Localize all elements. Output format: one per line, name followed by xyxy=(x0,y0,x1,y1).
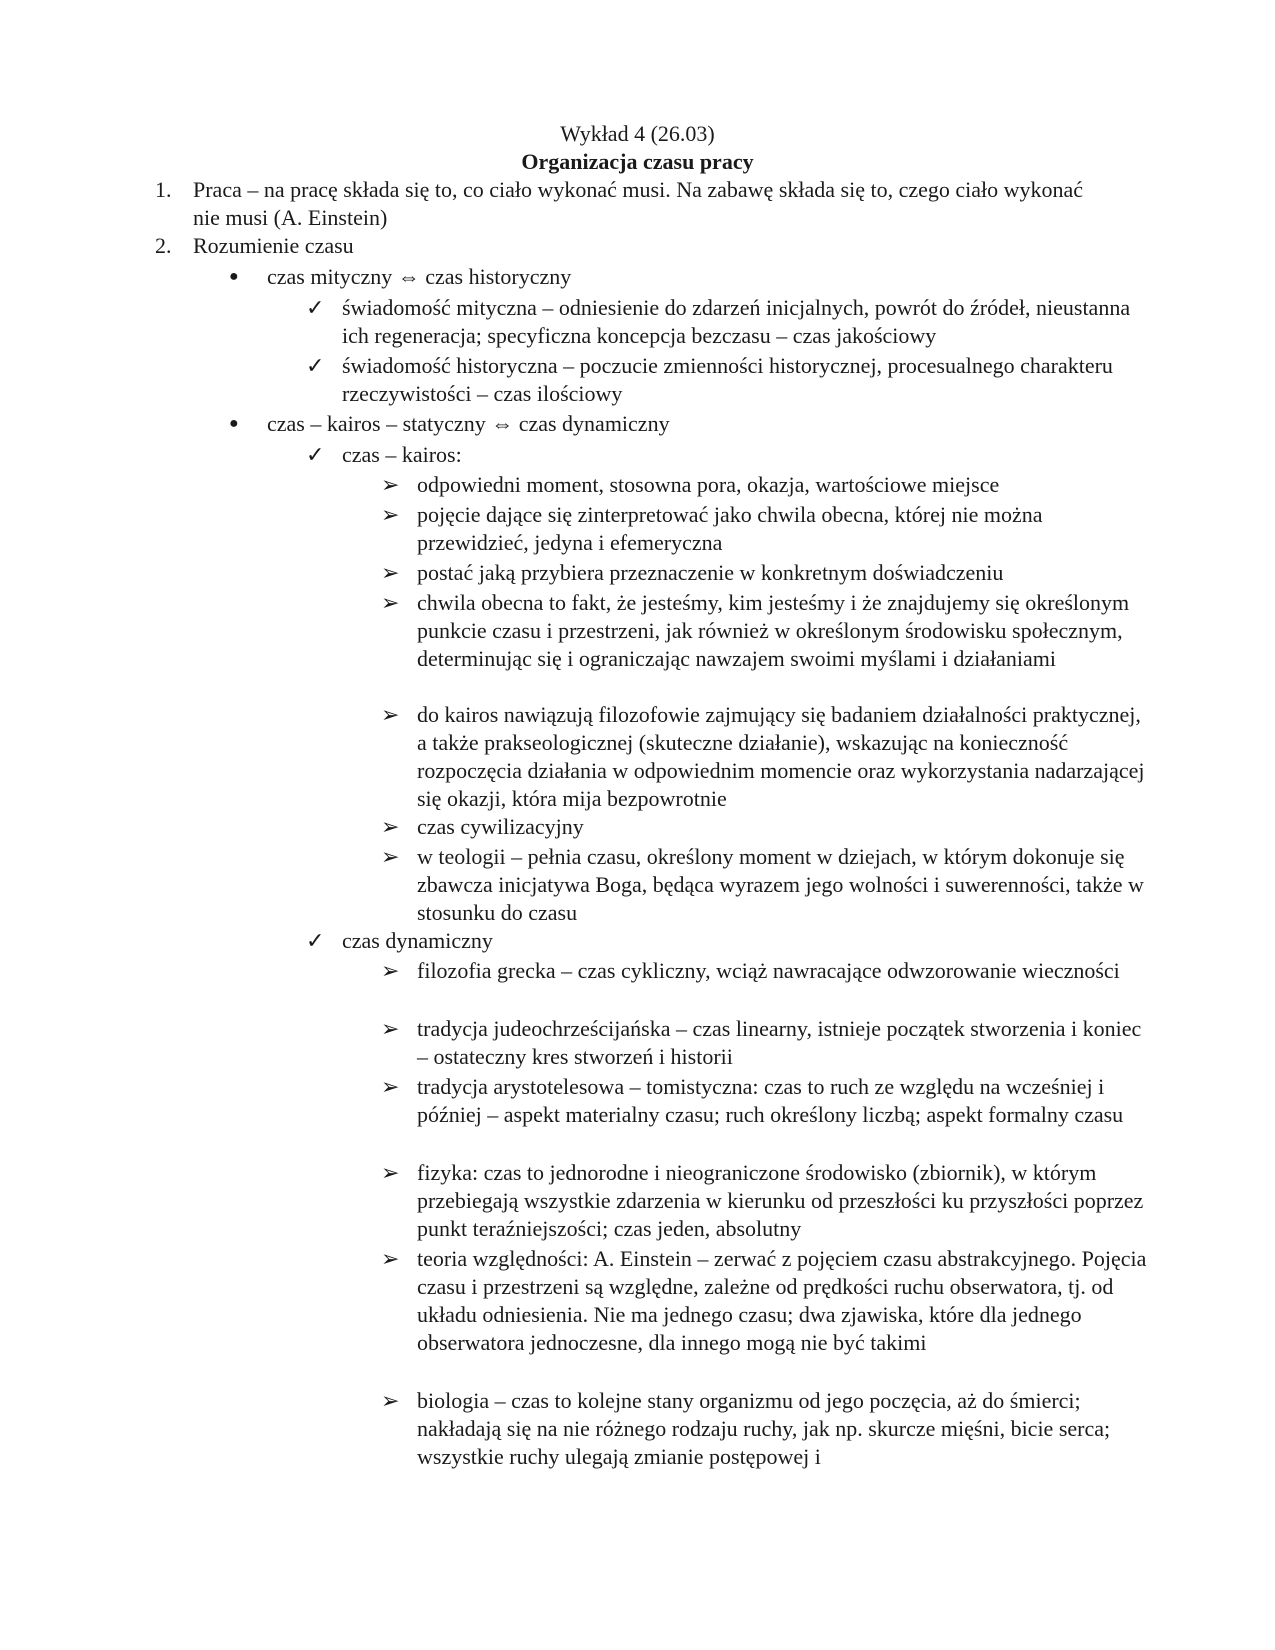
bullet-icon: ● xyxy=(229,268,239,285)
arrow-icon: ➢ xyxy=(381,502,400,527)
arrow-item-6 xyxy=(381,813,1147,841)
arrow-item-3 xyxy=(381,559,1147,587)
item-text: do kairos nawiązują filozofowie zajmujący się badaniem działalności praktycznej, a także prakseologicznej (skuteczne działanie), wskazując na konieczność rozpoczęcia działania w odpowiednim momencie oraz wykorzystania nadarzającej się okazji, która mija bezpowrotnie xyxy=(417,702,1145,811)
item-text: chwila obecna to fakt, że jesteśmy, kim jesteśmy i że znajdujemy się określonym punkcie czasu i przestrzeni, jak również w określonym środowisku społecznym, determinując się i ograniczając nawzajem swoimi myślami i działaniami xyxy=(417,590,1130,671)
arrow-item-13 xyxy=(381,1387,1147,1471)
arrow-icon: ➢ xyxy=(381,1388,400,1413)
item-text: biologia – czas to kolejne stany organizmu od jego poczęcia, aż do śmierci; nakładają się na nie różnego rodzaju ruchy, jak np. skurcze mięśni, bicie serca; wszystkie ruchy ulegają zmianie postępowej i xyxy=(417,1388,1111,1469)
numbered-item-1 xyxy=(155,176,1113,232)
item-text: Rozumienie czasu xyxy=(193,233,354,258)
arrow-icon: ➢ xyxy=(381,1160,400,1185)
arrow-item-9 xyxy=(381,1015,1147,1071)
bullet-item-1 xyxy=(229,263,1107,291)
item-text: tradycja arystotelesowa – tomistyczna: czas to ruch ze względu na wcześniej i później – aspekt materialny czasu; ruch określony liczbą; aspekt formalny czasu xyxy=(417,1074,1124,1127)
checkmark-icon: ✓ xyxy=(306,928,325,953)
arrow-item-11 xyxy=(381,1159,1147,1243)
arrow-icon: ➢ xyxy=(381,814,400,839)
item-text: pojęcie dające się zinterpretować jako chwila obecna, której nie można przewidzieć, jedyna i efemeryczna xyxy=(417,502,1043,555)
item-text: świadomość historyczna – poczucie zmienności historycznej, procesualnego charakteru rzeczywistości – czas ilościowy xyxy=(342,353,1113,406)
number-marker: 1. xyxy=(155,177,172,202)
number-marker: 2. xyxy=(155,233,172,258)
bullet-icon: ● xyxy=(229,415,239,432)
checkmark-icon: ✓ xyxy=(306,295,325,320)
arrow-icon: ➢ xyxy=(381,560,400,585)
checkmark-icon: ✓ xyxy=(306,442,325,467)
arrow-icon: ➢ xyxy=(381,844,400,869)
arrow-item-5 xyxy=(381,701,1147,813)
item-text: czas dynamiczny xyxy=(342,928,493,953)
item-text: filozofia grecka – czas cykliczny, wciąż nawracające odwzorowanie wieczności xyxy=(417,958,1120,983)
arrow-item-12 xyxy=(381,1245,1147,1357)
item-text: świadomość mityczna – odniesienie do zdarzeń inicjalnych, powrót do źródeł, nieustanna ich regeneracja; specyficzna koncepcja bezczasu – czas jakościowy xyxy=(342,295,1131,348)
lecture-heading: Wykład 4 (26.03) xyxy=(560,121,715,146)
arrow-item-7 xyxy=(381,843,1147,927)
arrow-icon: ➢ xyxy=(381,1246,400,1271)
arrow-item-2 xyxy=(381,501,1147,557)
item-text: czas – kairos: xyxy=(342,442,462,467)
check-item-2 xyxy=(306,352,1142,408)
arrow-item-8 xyxy=(381,957,1147,985)
numbered-item-2 xyxy=(155,232,1113,260)
item-text: czas cywilizacyjny xyxy=(417,814,584,839)
document-title: Organizacja czasu pracy xyxy=(521,149,754,174)
item-text: tradycja judeochrześcijańska – czas linearny, istnieje początek stworzenia i koniec – ostateczny kres stworzeń i historii xyxy=(417,1016,1142,1069)
item-text: fizyka: czas to jednorodne i nieograniczone środowisko (zbiornik), w którym przebiegają wszystkie zdarzenia w kierunku od przeszłości ku przyszłości poprzez punkt teraźniejszości; czas jeden, absolutny xyxy=(417,1160,1144,1241)
checkmark-icon: ✓ xyxy=(306,353,325,378)
arrow-item-1 xyxy=(381,471,1147,499)
item-text: Praca – na pracę składa się to, co ciało wykonać musi. Na zabawę składa się to, czego ciało wykonać nie musi (A. Einstein) xyxy=(193,177,1084,230)
item-text: postać jaką przybiera przeznaczenie w konkretnym doświadczeniu xyxy=(417,560,1004,585)
arrow-icon: ➢ xyxy=(381,702,400,727)
arrow-icon: ➢ xyxy=(381,958,400,983)
arrow-icon: ➢ xyxy=(381,1016,400,1041)
item-text: teoria względności: A. Einstein – zerwać z pojęciem czasu abstrakcyjnego. Pojęcia czasu i przestrzeni są względne, zależne od prędkości ruchu obserwatora, tj. od układu odniesienia. Nie ma jednego czasu; dwa zjawiska, które dla jednego obserwatora jednoczesne, dla innego mogą nie być takimi xyxy=(417,1246,1147,1355)
check-item-4 xyxy=(306,927,1142,955)
item-text: czas mityczny ⇔ czas historyczny xyxy=(267,264,572,289)
bullet-item-2 xyxy=(229,410,1107,438)
arrow-icon: ➢ xyxy=(381,590,400,615)
arrow-item-4 xyxy=(381,589,1147,673)
arrow-icon: ➢ xyxy=(381,472,400,497)
arrow-icon: ➢ xyxy=(381,1074,400,1099)
check-item-1 xyxy=(306,294,1142,350)
check-item-3 xyxy=(306,441,1142,469)
item-text: odpowiedni moment, stosowna pora, okazja, wartościowe miejsce xyxy=(417,472,1000,497)
arrow-item-10 xyxy=(381,1073,1147,1129)
item-text: czas – kairos – statyczny ⇔ czas dynamiczny xyxy=(267,411,670,436)
item-text: w teologii – pełnia czasu, określony moment w dziejach, w którym dokonuje się zbawcza inicjatywa Boga, będąca wyrazem jego wolności i suwerenności, także w stosunku do czasu xyxy=(417,844,1144,925)
